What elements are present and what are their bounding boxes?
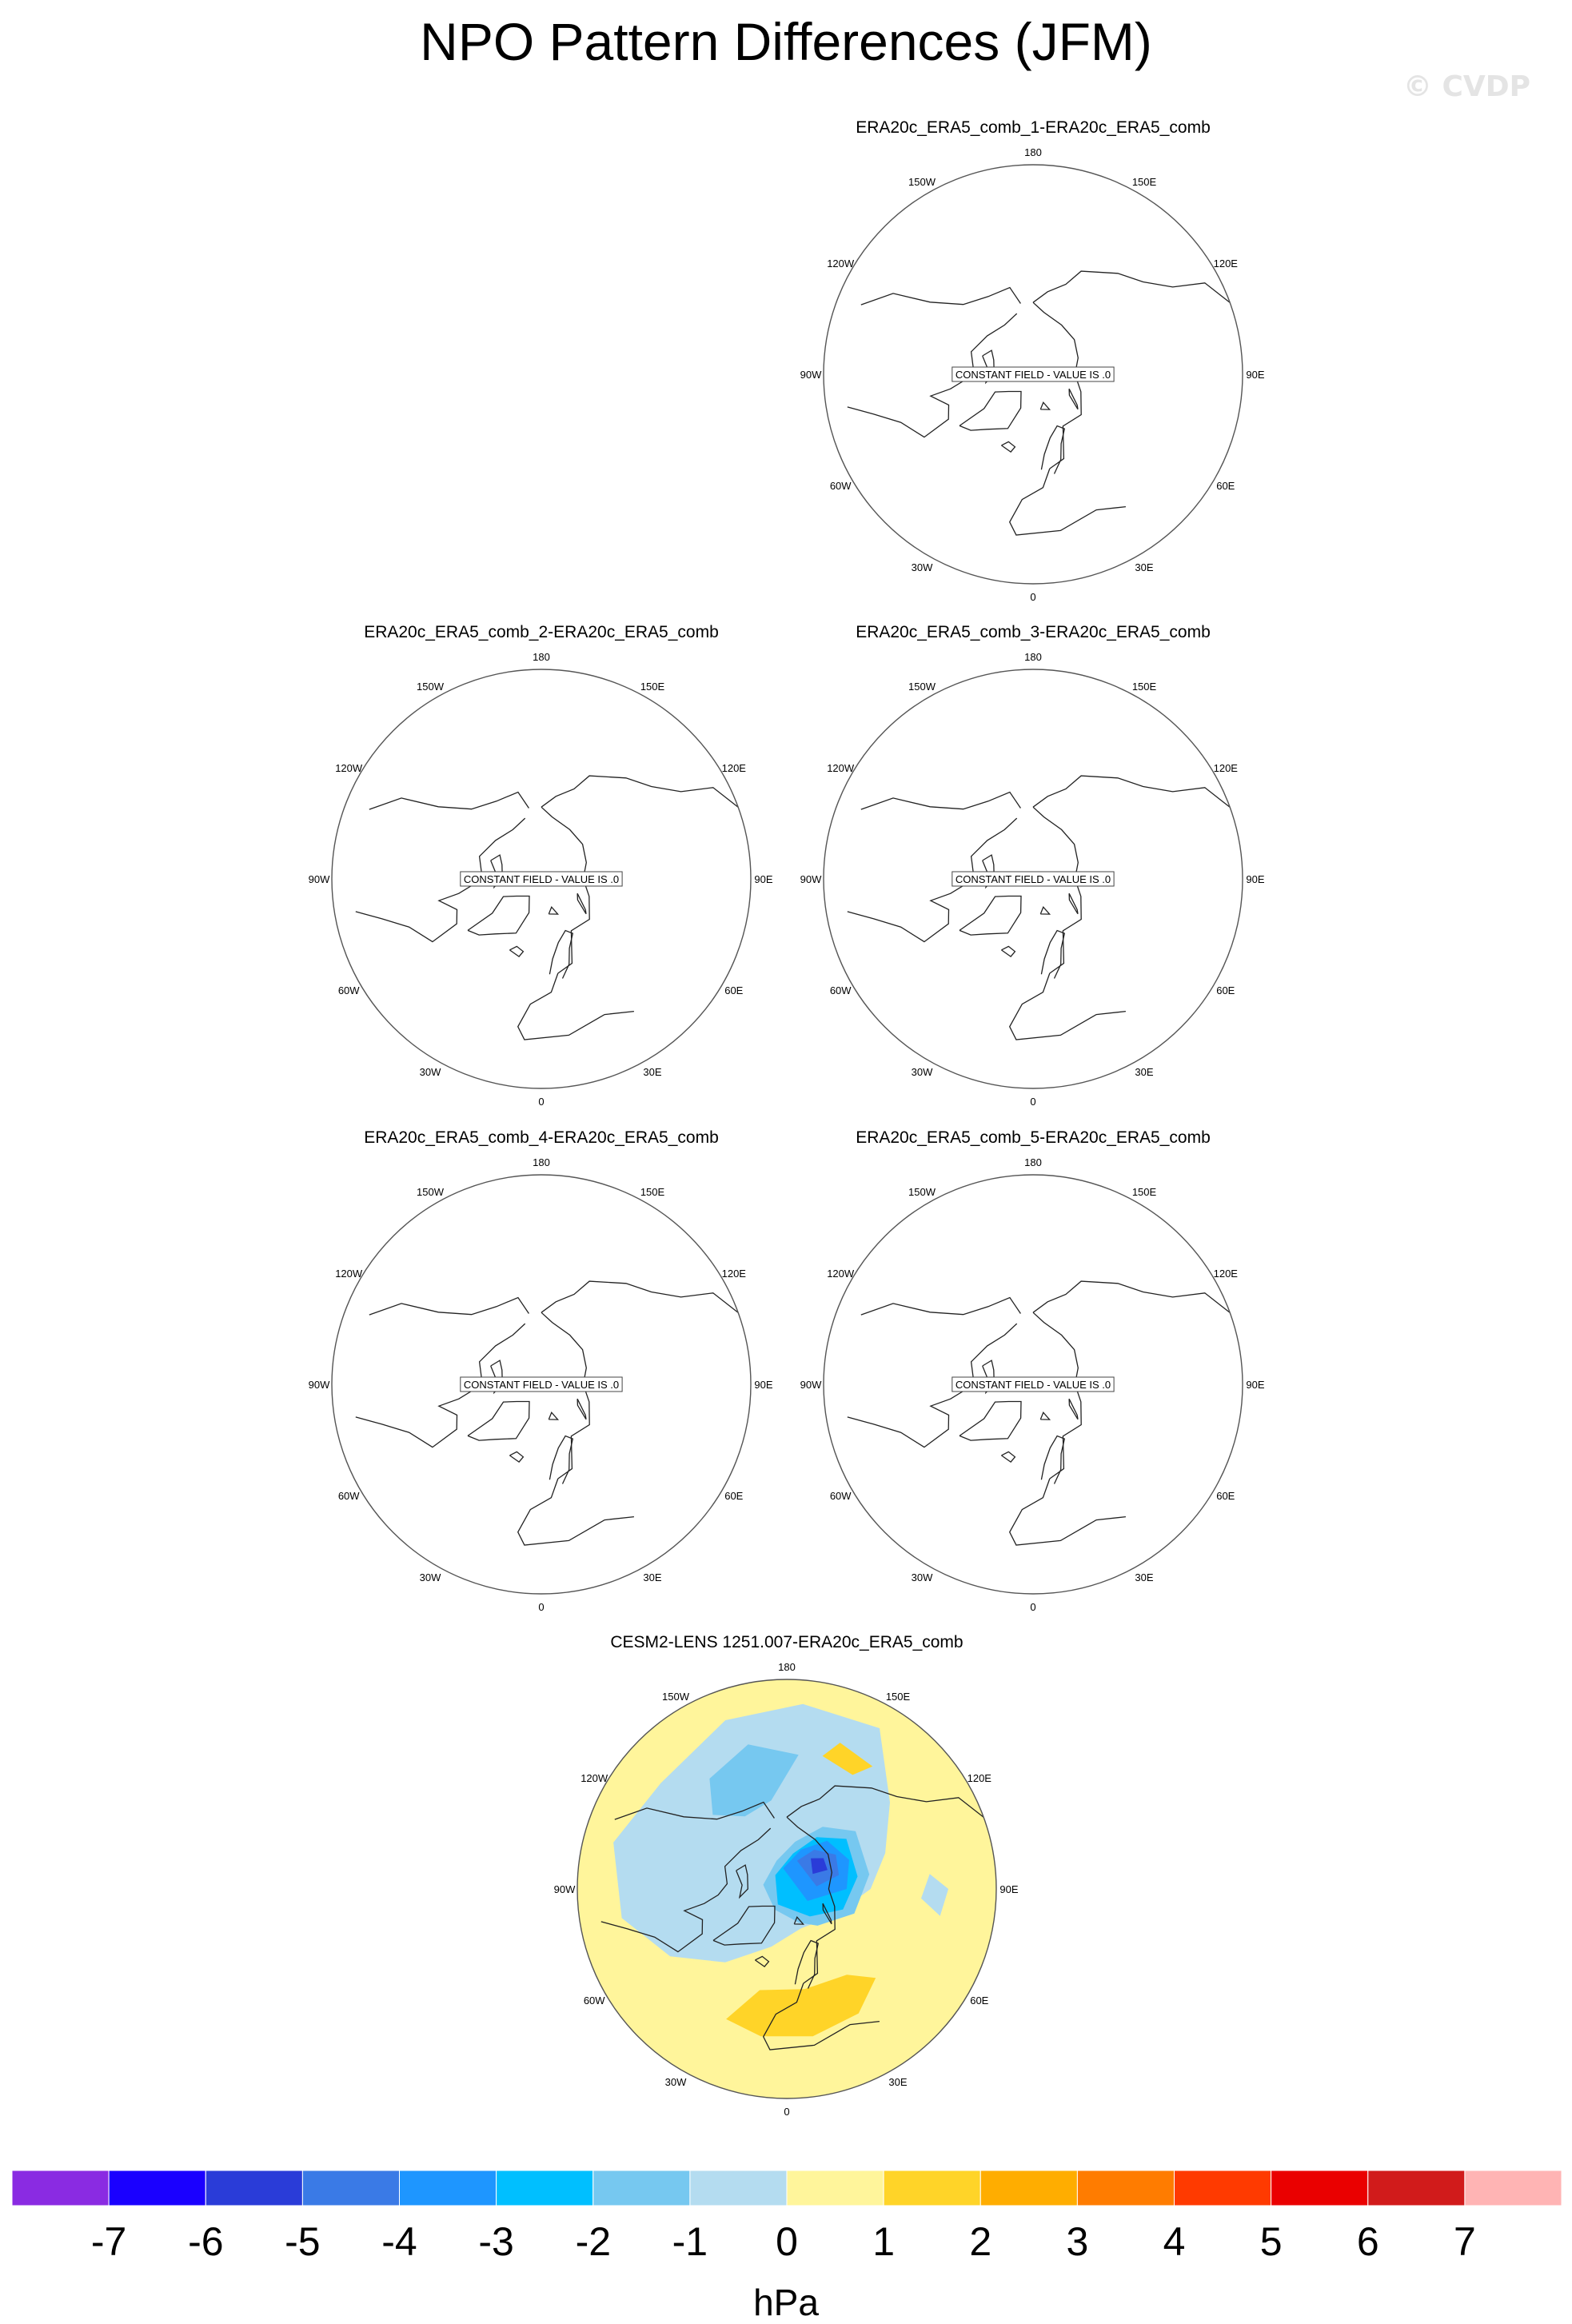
- longitude-label: 120W: [581, 1772, 608, 1784]
- colorbar-box: [593, 2170, 690, 2206]
- longitude-label: 150E: [1131, 176, 1157, 189]
- coastline: [369, 1298, 529, 1316]
- longitude-label: 120E: [1213, 762, 1238, 774]
- coastline: [1033, 271, 1230, 302]
- panel-title: ERA20c_ERA5_comb_2-ERA20c_ERA5_comb: [364, 623, 719, 641]
- colorbar-tick-label: -5: [285, 2219, 321, 2264]
- colorbar-box: [1465, 2170, 1562, 2206]
- longitude-label: 90W: [308, 873, 330, 885]
- coastline: [509, 946, 523, 956]
- longitude-label: 30W: [911, 561, 933, 573]
- longitude-label: 150W: [908, 681, 936, 693]
- polar-map: [785, 647, 1281, 1111]
- longitude-label: 0: [538, 1096, 545, 1108]
- colorbar-box: [690, 2170, 787, 2206]
- coastline: [1040, 1412, 1049, 1420]
- longitude-label: 90E: [1246, 1379, 1265, 1391]
- longitude-label: 60W: [583, 1995, 605, 2007]
- coastline: [1033, 1312, 1081, 1479]
- longitude-label: 180: [778, 1661, 796, 1673]
- longitude-label: 0: [1030, 591, 1036, 603]
- longitude-label: 30E: [1135, 561, 1154, 573]
- colorbar-box: [1368, 2170, 1465, 2206]
- longitude-label: 90W: [308, 1379, 330, 1391]
- colorbar-box: [12, 2170, 109, 2206]
- colorbar-tick-label: 2: [969, 2219, 992, 2264]
- longitude-label: 60W: [829, 1490, 852, 1502]
- cvdp-watermark: © CVDP: [1402, 70, 1530, 103]
- longitude-label: 120W: [827, 762, 855, 774]
- longitude-label: 90E: [754, 873, 773, 885]
- map-panel-4: [293, 1128, 789, 1616]
- colorbar-tick-label: -4: [381, 2219, 417, 2264]
- longitude-label: 60E: [1216, 480, 1235, 492]
- longitude-label: 90E: [754, 1379, 773, 1391]
- panel-title: ERA20c_ERA5_comb_1-ERA20c_ERA5_comb: [856, 118, 1211, 137]
- coastline: [960, 392, 1021, 431]
- colorbar-tick-label: -3: [478, 2219, 514, 2264]
- colorbar-box: [302, 2170, 399, 2206]
- longitude-label: 150W: [908, 176, 936, 189]
- coastline: [369, 793, 529, 810]
- coastline: [541, 807, 589, 973]
- longitude-label: 120E: [721, 1268, 746, 1280]
- longitude-label: 60E: [1216, 1490, 1235, 1502]
- coastline: [960, 896, 1021, 936]
- longitude-label: 0: [1030, 1601, 1036, 1613]
- longitude-label: 30E: [643, 1571, 662, 1583]
- polar-map: [293, 1152, 789, 1616]
- colorbar: [11, 2169, 1562, 2281]
- panel-title: ERA20c_ERA5_comb_5-ERA20c_ERA5_comb: [856, 1128, 1211, 1147]
- coastline: [541, 1312, 589, 1479]
- colorbar-box: [787, 2170, 884, 2206]
- coastline: [1033, 807, 1081, 973]
- longitude-label: 120E: [721, 762, 746, 774]
- colorbar-box: [1175, 2170, 1271, 2206]
- longitude-label: 60E: [724, 1490, 744, 1502]
- coastline: [1033, 776, 1230, 807]
- colorbar-tick-label: 7: [1453, 2219, 1476, 2264]
- coastline: [509, 1452, 523, 1462]
- longitude-label: 90E: [1246, 873, 1265, 885]
- longitude-label: 30E: [888, 2075, 908, 2088]
- longitude-label: 150W: [908, 1186, 936, 1199]
- longitude-label: 60E: [724, 984, 744, 996]
- colorbar-box: [205, 2170, 302, 2206]
- longitude-label: 90W: [800, 369, 822, 381]
- longitude-label: 30E: [1135, 1065, 1154, 1078]
- map-panel-5: [785, 1128, 1281, 1616]
- constant-field-label: CONSTANT FIELD - VALUE IS .0: [955, 873, 1111, 885]
- coastline: [577, 893, 586, 914]
- longitude-label: 120W: [335, 762, 363, 774]
- longitude-label: 180: [1024, 651, 1042, 663]
- longitude-label: 60W: [337, 984, 360, 996]
- coastline: [1001, 441, 1015, 452]
- colorbar-box: [980, 2170, 1077, 2206]
- longitude-label: 180: [533, 651, 550, 663]
- colorbar-box: [400, 2170, 497, 2206]
- coastline: [1001, 946, 1015, 956]
- longitude-label: 180: [533, 1156, 550, 1168]
- longitude-label: 150E: [1131, 1186, 1157, 1199]
- coastline: [960, 1402, 1021, 1441]
- coastline: [518, 973, 634, 1040]
- longitude-label: 150W: [662, 1691, 689, 1703]
- polar-map: [293, 647, 789, 1111]
- colorbar-tick-label: 4: [1163, 2219, 1186, 2264]
- longitude-label: 120E: [1213, 258, 1238, 270]
- longitude-label: 0: [538, 1601, 545, 1613]
- longitude-label: 120E: [1213, 1268, 1238, 1280]
- coastline: [1010, 1479, 1126, 1545]
- longitude-label: 30W: [419, 1065, 441, 1078]
- longitude-label: 30E: [643, 1065, 662, 1078]
- map-panel-6: [539, 1633, 1035, 2121]
- colorbar-tick-label: -1: [672, 2219, 708, 2264]
- constant-field-label: CONSTANT FIELD - VALUE IS .0: [463, 1379, 620, 1391]
- polar-map: [785, 1152, 1281, 1616]
- longitude-label: 150E: [640, 681, 665, 693]
- constant-field-label: CONSTANT FIELD - VALUE IS .0: [463, 873, 620, 885]
- longitude-label: 30W: [664, 2075, 687, 2088]
- longitude-label: 90E: [999, 1883, 1019, 1895]
- longitude-label: 150W: [417, 681, 444, 693]
- colorbar-tick-label: 6: [1356, 2219, 1379, 2264]
- coastline: [541, 776, 738, 807]
- longitude-label: 90W: [800, 1379, 822, 1391]
- figure-title: NPO Pattern Differences (JFM): [420, 12, 1152, 71]
- coastline: [1069, 893, 1078, 914]
- longitude-label: 30E: [1135, 1571, 1154, 1583]
- longitude-label: 30W: [911, 1065, 933, 1078]
- longitude-label: 60E: [1216, 984, 1235, 996]
- coastline: [1033, 1281, 1230, 1312]
- longitude-label: 60W: [337, 1490, 360, 1502]
- colorbar-box: [497, 2170, 593, 2206]
- panel-title: ERA20c_ERA5_comb_3-ERA20c_ERA5_comb: [856, 623, 1211, 641]
- coastline: [468, 896, 529, 936]
- coastline: [549, 907, 557, 914]
- constant-field-label: CONSTANT FIELD - VALUE IS .0: [955, 369, 1111, 381]
- coastline: [549, 1412, 557, 1420]
- coastline: [1069, 1399, 1078, 1420]
- longitude-label: 90W: [553, 1883, 576, 1895]
- map-panel-1: [785, 118, 1281, 606]
- coastline: [1040, 402, 1049, 409]
- longitude-label: 120W: [335, 1268, 363, 1280]
- longitude-label: 150W: [417, 1186, 444, 1199]
- colorbar-box: [1077, 2170, 1174, 2206]
- colorbar-tick-label: 0: [776, 2219, 798, 2264]
- longitude-label: 150E: [640, 1186, 665, 1199]
- colorbar-tick-label: 5: [1259, 2219, 1283, 2264]
- coastline: [468, 1402, 529, 1441]
- longitude-label: 120W: [827, 1268, 855, 1280]
- coastline: [1010, 469, 1126, 535]
- longitude-label: 90W: [800, 873, 822, 885]
- colorbar-box: [1271, 2170, 1368, 2206]
- longitude-label: 180: [1024, 146, 1042, 158]
- coastline: [861, 1298, 1021, 1316]
- longitude-label: 0: [1030, 1096, 1036, 1108]
- colorbar-tick-label: -6: [188, 2219, 224, 2264]
- coastline: [1010, 973, 1126, 1040]
- constant-field-label: CONSTANT FIELD - VALUE IS .0: [955, 1379, 1111, 1391]
- longitude-label: 120E: [967, 1772, 991, 1784]
- longitude-label: 60W: [829, 480, 852, 492]
- longitude-label: 90E: [1246, 369, 1265, 381]
- panel-title: ERA20c_ERA5_comb_4-ERA20c_ERA5_comb: [364, 1128, 719, 1147]
- coastline: [541, 1281, 738, 1312]
- longitude-label: 30W: [911, 1571, 933, 1583]
- longitude-label: 30W: [419, 1571, 441, 1583]
- colorbar-box: [109, 2170, 205, 2206]
- coastline: [1033, 302, 1081, 469]
- map-panel-2: [293, 623, 789, 1111]
- coastline: [1001, 1452, 1015, 1462]
- longitude-label: 60E: [970, 1995, 989, 2007]
- colorbar-tick-label: -2: [575, 2219, 612, 2264]
- coastline: [518, 1479, 634, 1545]
- coastline: [861, 288, 1021, 305]
- colorbar-tick-label: 3: [1066, 2219, 1089, 2264]
- panel-title: CESM2-LENS 1251.007-ERA20c_ERA5_comb: [610, 1633, 964, 1651]
- colorbar-box: [884, 2170, 980, 2206]
- longitude-label: 150E: [885, 1691, 911, 1703]
- coastline: [1040, 907, 1049, 914]
- coastline: [861, 793, 1021, 810]
- longitude-label: 150E: [1131, 681, 1157, 693]
- map-panel-3: [785, 623, 1281, 1111]
- colorbar-unit: hPa: [753, 2282, 819, 2323]
- colorbar-tick-label: -7: [90, 2219, 127, 2264]
- polar-map: [785, 142, 1281, 606]
- longitude-label: 0: [784, 2106, 790, 2118]
- colorbar-tick-label: 1: [872, 2219, 896, 2264]
- coastline: [577, 1399, 586, 1420]
- coastline: [1069, 389, 1078, 409]
- longitude-label: 180: [1024, 1156, 1042, 1168]
- longitude-label: 120W: [827, 258, 855, 270]
- polar-map: [539, 1657, 1035, 2121]
- longitude-label: 60W: [829, 984, 852, 996]
